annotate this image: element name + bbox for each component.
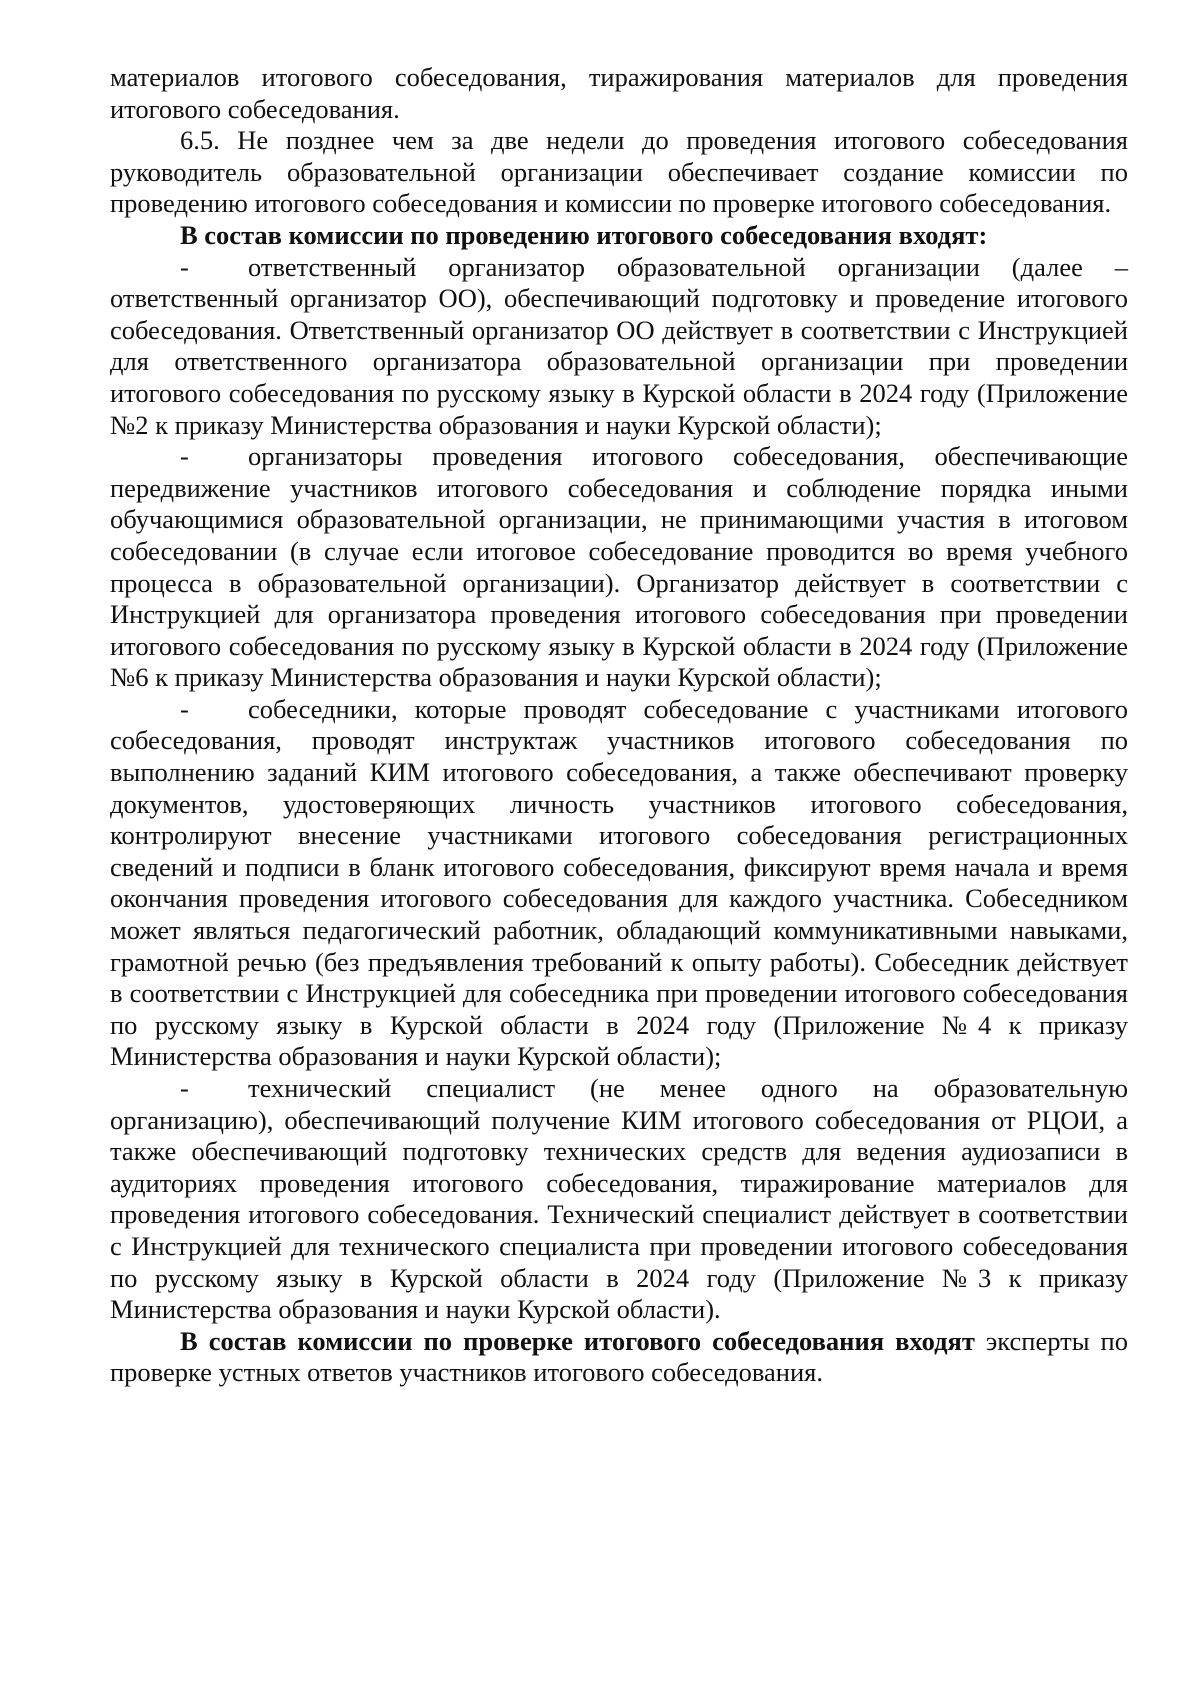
list-item-interlocutors [110, 694, 1128, 1073]
paragraph-6-5: 6.5. Не позднее чем за две недели до проведения итогового собеседования руководитель образовательной организации обеспечивает создание комиссии по проведению итогового собеседования и комиссии по проверке итогового собеседования. [110, 125, 1128, 219]
list-dash: - [180, 251, 189, 282]
list-item-responsible-organizer [110, 252, 1128, 442]
paragraph-continuation: материалов итогового собеседования, тиражирования материалов для проведения итогового собеседования. [110, 62, 1128, 124]
list-dash: - [180, 693, 189, 724]
list-item-technical-specialist [110, 1073, 1128, 1326]
list-dash: - [180, 1073, 189, 1103]
list-dash: - [180, 441, 189, 472]
heading-commission-conduct: В состав комиссии по проведению итогового собеседования входят: [180, 219, 988, 250]
document-body [110, 62, 1128, 1389]
list-item-text: ответственный организатор образовательной организации (далее – ответственный организатор ОО), обеспечивающий подготовку и проведение итогового собеседования. Ответственный организатор ОО действует в соответствии с Инструкцией для ответственного организатора образовательной организации при проведении итогового собеседования по русскому языку в Курской области в 2024 году (Приложение №2 к приказу Министерства образования и науки Курской области); [110, 251, 1128, 440]
list-item-text: организаторы проведения итогового собеседования, обеспечивающие передвижение участников итогового собеседования и соблюдение порядка иными обучающимися образовательной организации, не принимающими участия в итоговом собеседовании (в случае если итоговое собеседование проводится во время учебного процесса в образовательной организации). Организатор действует в соответствии с Инструкцией для организатора проведения итогового собеседования при проведении итогового собеседования по русскому языку в Курской области в 2024 году (Приложение №6 к приказу Министерства образования и науки Курской области); [110, 441, 1128, 693]
heading-commission-check: В состав комиссии по проверке итогового собеседования входят [180, 1325, 975, 1356]
list-item-text: собеседники, которые проводят собеседование с участниками итогового собеседования, проводят инструктаж участников итогового собеседования по выполнению заданий КИМ итогового собеседования, а также обеспечивают проверку документов, удостоверяющих личность участников итогового собеседования, контролируют внесение участниками итогового собеседования регистрационных сведений и подписи в бланк итогового собеседования, фиксируют время начала и время окончания проведения итогового собеседования для каждого участника. Собеседником может являться педагогический работник, обладающий коммуникативными навыками, грамотной речью (без предъявления требований к опыту работы). Собеседник действует в соответствии с Инструкцией для собеседника при проведении итогового собеседования по русскому языку в Курской области в 2024 году (Приложение №4 к приказу Министерства образования и науки Курской области); [110, 693, 1128, 1072]
list-item-organizers [110, 441, 1128, 694]
paragraph-commission-check-text: эксперты по проверке устных ответов участников итогового собеседования. [110, 1325, 1128, 1388]
paragraph-commission-check [110, 1326, 1128, 1389]
list-item-text: технический специалист (не менее одного на образовательную организацию), обеспечивающий получение КИМ итогового собеседования от РЦОИ, а также обеспечивающий подготовку технических средств для ведения аудиозаписи в аудиториях проведения итогового собеседования, тиражирование материалов для проведения итогового собеседования. Технический специалист действует в соответствии с Инструкцией для технического специалиста при проведении итогового собеседования по русскому языку в Курской области в 2024 году (Приложение №3 к приказу Министерства образования и науки Курской области). [110, 1073, 1128, 1325]
